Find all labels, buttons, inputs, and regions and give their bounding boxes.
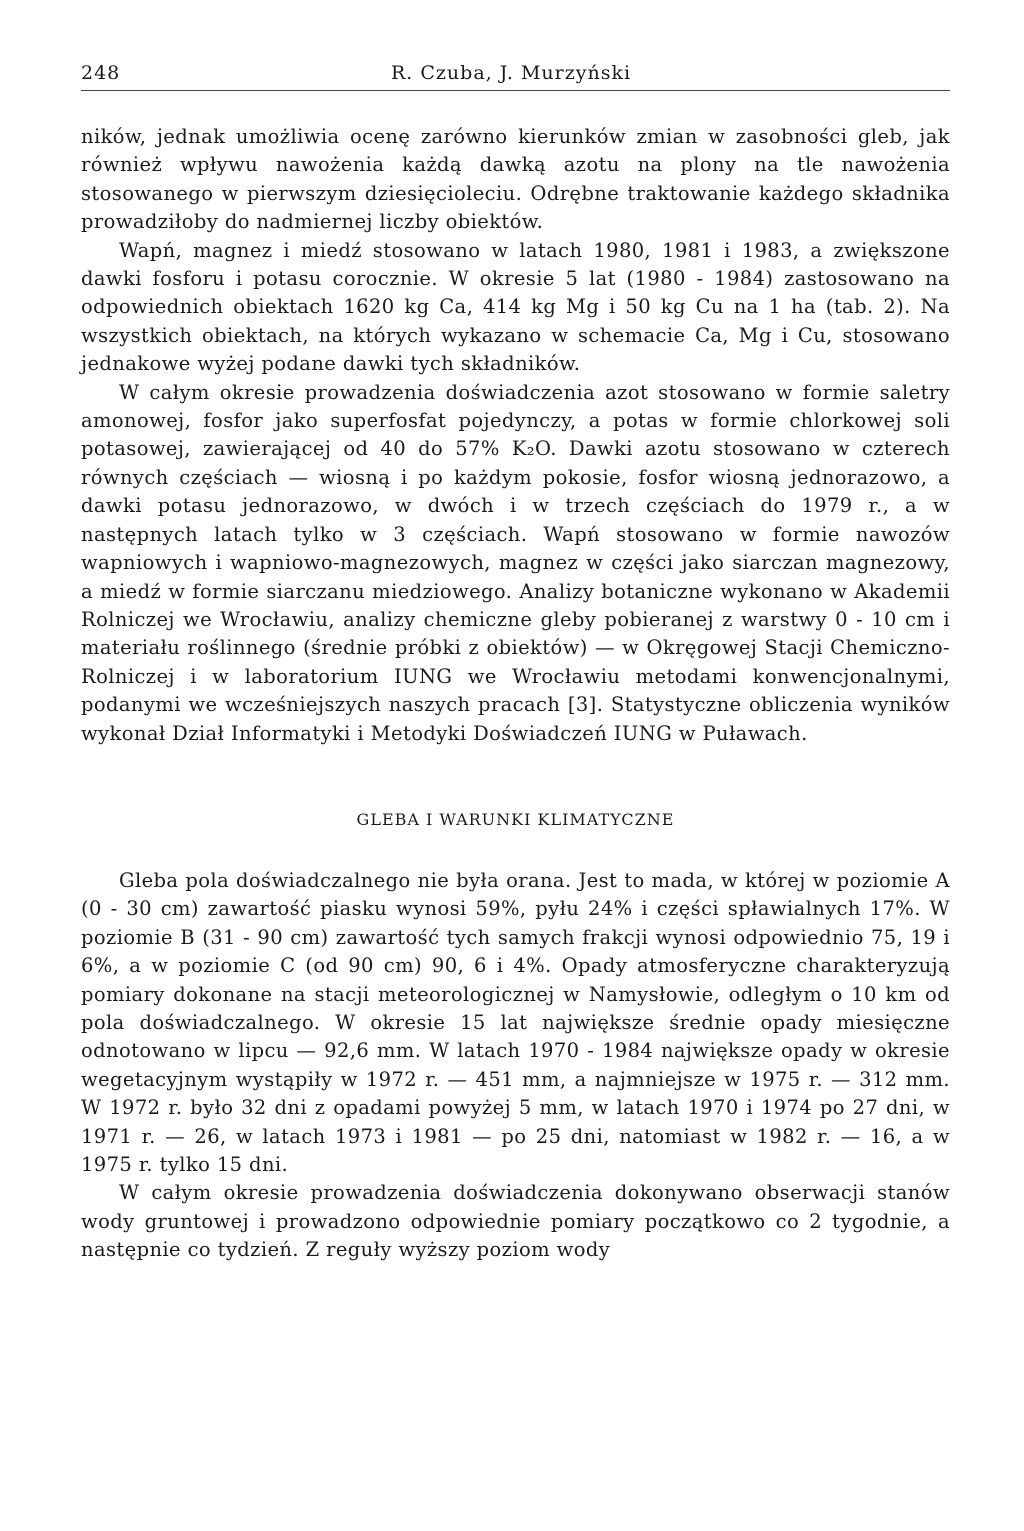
page-number: 248 — [81, 62, 121, 84]
body-text — [81, 123, 950, 1265]
paragraph: ników, jednak umożliwia ocenę zarówno kierunków zmian w zasobności gleb, jak również wpływu nawożenia każdą dawką azotu na plony na tle nawożenia stosowanego w pierwszym dziesięcioleciu. Odrębne traktowanie każdego składnika prowadziłoby do nadmiernej liczby obiektów. — [81, 125, 950, 234]
page — [81, 62, 950, 1265]
paragraph: Gleba pola doświadczalnego nie była orana. Jest to mada, w której w poziomie A (0 - 30 cm) zawartość piasku wynosi 59%, pyłu 24% i części spławialnych 17%. W poziomie B (31 - 90 cm) zawartość tych samych frakcji wynosi odpowiednio 75, 19 i 6%, a w poziomie C (od 90 cm) 90, 6 i 4%. Opady atmosferyczne charakteryzują pomiary dokonane na stacji meteorologicznej w Namysłowie, odległym o 10 km od pola doświadczalnego. W okresie 15 lat największe średnie opady miesięczne odnotowano w lipcu — 92,6 mm. W latach 1970 - 1984 największe opady w okresie wegetacyjnym wystąpiły w 1972 r. — 451 mm, a najmniejsze w 1975 r. — 312 mm. W 1972 r. było 32 dni z opadami powyżej 5 mm, w latach 1970 i 1974 po 27 dni, w 1971 r. — 26, w latach 1973 i 1981 — po 25 dni, natomiast w 1982 r. — 16, a w 1975 r. tylko 15 dni. — [81, 868, 950, 1176]
section-heading: GLEBA I WARUNKI KLIMATYCZNE — [356, 809, 675, 829]
running-head: R. Czuba, J. Murzyński — [391, 62, 632, 84]
paragraph: W całym okresie prowadzenia doświadczenia dokonywano obserwacji stanów wody gruntowej i prowadzono odpowiednie pomiary początkowo co 2 tygodnie, a następnie co tydzień. Z reguły wyższy poziom wody — [81, 1181, 950, 1262]
paragraph: Wapń, magnez i miedź stosowano w latach 1980, 1981 i 1983, a zwiększone dawki fosforu i potasu corocznie. W okresie 5 lat (1980 - 1984) zastosowano na odpowiednich obiektach 1620 kg Ca, 414 kg Mg i 50 kg Cu na 1 ha (tab. 2). Na wszystkich obiektach, na których wykazano w schemacie Ca, Mg i Cu, stosowano jednakowe wyżej podane dawki tych składników. — [81, 238, 950, 376]
page-header — [81, 62, 950, 91]
paragraph: W całym okresie prowadzenia doświadczenia azot stosowano w formie saletry amonowej, fosfor jako superfosfat pojedynczy, a potas w formie chlorkowej soli potasowej, zawierającej od 40 do 57% K₂O. Dawki azotu stosowano w czterech równych częściach — wiosną i po każdym pokosie, fosfor wiosną jednorazowo, a dawki potasu jednorazowo, w dwóch i w trzech częściach do 1979 r., a w następnych latach tylko w 3 częściach. Wapń stosowano w formie nawozów wapniowych i wapniowo-magnezowych, magnez w części jako siarczan magnezowy, a miedź w formie siarczanu miedziowego. Analizy botaniczne wykonano w Akademii Rolniczej we Wrocławiu, analizy chemiczne gleby pobieranej z warstwy 0 - 10 cm i materiału roślinnego (średnie próbki z obiektów) — w Okręgowej Stacji Chemiczno-Rolniczej i w laboratorium IUNG we Wrocławiu metodami konwencjonalnymi, podanymi we wcześniejszych naszych pracach [3]. Statystyczne obliczenia wyników wykonał Dział Informatyki i Metodyki Doświadczeń IUNG w Puławach. — [81, 380, 950, 745]
